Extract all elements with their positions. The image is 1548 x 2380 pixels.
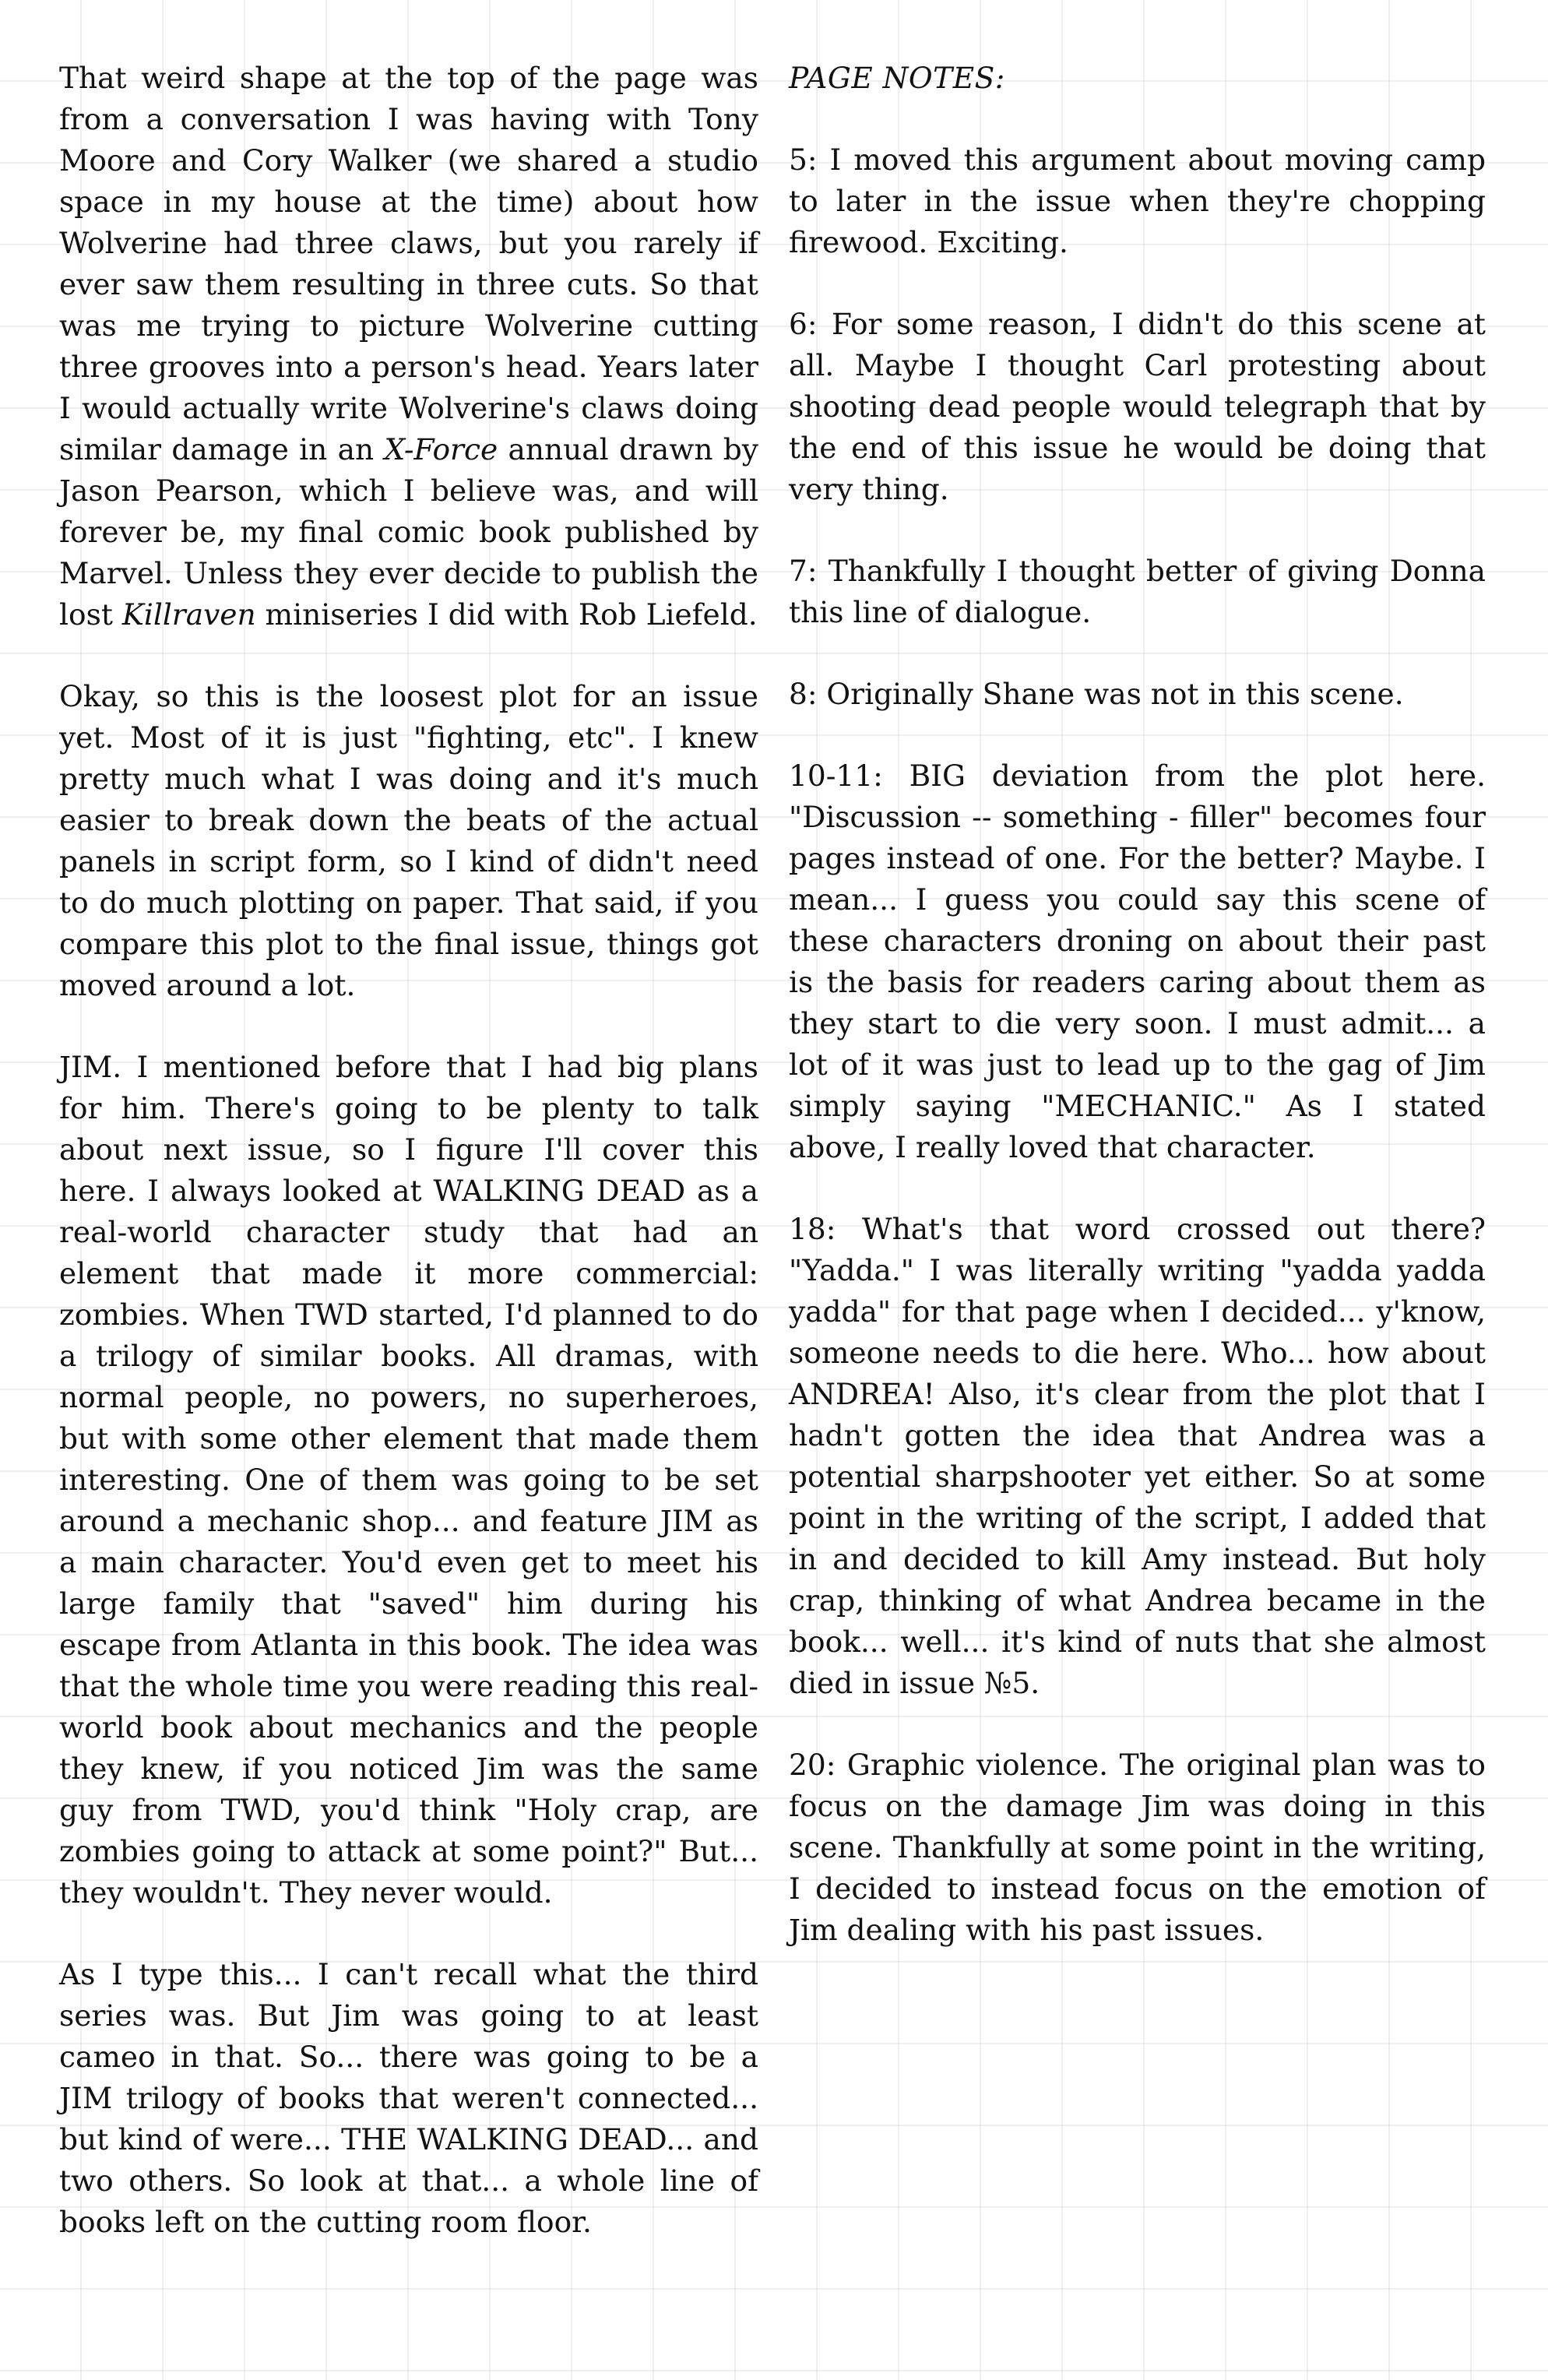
note-page-18: 18: What's that word crossed out there? "Yadda." I was literally writing "yadda yadda yadda" for that page when I decided... y'know, someone needs to die here. Who... how about ANDREA! Also, it's clear from the plot that I hadn't gotten the idea that Andrea was a potential sharpshooter yet either. So at some point in the writing of the script, I added that in and decided to kill Amy instead. But holy crap, thinking of what Andrea became in the book... well... it's kind of nuts that she almost died in issue №5.: [789, 1212, 1486, 1700]
text-run: That weird shape at the top of the page was from a conversation I was having with Tony Moore and Cory Walker (we shared a studio space in my house at the time) about how Wolverine had three claws, but you rarely if ever saw them resulting in three cuts. So that was me trying to picture Wolverine cutting three grooves into a person's head. Years later I would actually write Wolverine's claws doing similar damage in an: [59, 61, 758, 466]
note-page-5: 5: I moved this argument about moving camp to later in the issue when they're chopping firewood. Exciting.: [789, 143, 1486, 259]
paragraph-loosest-plot: Okay, so this is the loosest plot for an issue yet. Most of it is just "fighting, etc". I knew pretty much what I was doing and it's much easier to break down the beats of the actual panels in script form, so I kind of didn't need to do much plotting on paper. That said, if you compare this plot to the final issue, things got moved around a lot.: [59, 679, 758, 1002]
left-column: [59, 58, 758, 2283]
text-run: annual drawn by Jason Pearson, which I believe was, and will forever be, my final comic book published by Marvel. Unless they ever decide to publish the lost: [59, 432, 758, 632]
note-page-7: 7: Thankfully I thought better of giving Donna this line of dialogue.: [789, 554, 1486, 629]
note-page-20: 20: Graphic violence. The original plan was to focus on the damage Jim was doing in this scene. Thankfully at some point in the writing, I decided to instead focus on the emotion of Jim dealing with his past issues.: [789, 1748, 1486, 1947]
text-run: miniseries I did with Rob Liefeld.: [255, 597, 758, 632]
note-page-10-11: 10-11: BIG deviation from the plot here. "Discussion -- something - filler" becomes four pages instead of one. For the better? Maybe. I mean... I guess you could say this scene of these characters droning on about their past is the basis for readers caring about them as they start to die very soon. I must admit... a lot of it was just to lead up to the gag of Jim simply saying "MECHANIC." As I stated above, I really loved that character.: [789, 759, 1486, 1164]
note-page-6: 6: For some reason, I didn't do this scene at all. Maybe I thought Carl protesting about shooting dead people would telegraph that by the end of this issue he would be doing that very thing.: [789, 307, 1486, 506]
note-page-8: 8: Originally Shane was not in this scene.: [789, 677, 1404, 711]
page-notes-heading: PAGE NOTES:: [789, 61, 1005, 95]
paragraph-jim: JIM. I mentioned before that I had big plans for him. There's going to be plenty to talk about next issue, so I figure I'll cover this here. I always looked at WALKING DEAD as a real-world character study that had an element that made it more commercial: zombies. When TWD started, I'd planned to do a trilogy of similar books. All dramas, with normal people, no powers, no superheroes, but with some other element that made them interesting. One of them was going to be set around a mechanic shop... and feature JIM as a main character. You'd even get to meet his large family that "saved" him during his escape from Atlanta in this book. The idea was that the whole time you were reading this real-world book about mechanics and the people they knew, if you noticed Jim was the same guy from TWD, you'd think "Holy crap, are zombies going to attack at some point?" But... they wouldn't. They never would.: [59, 1050, 758, 1910]
paragraph-third-series: As I type this... I can't recall what the third series was. But Jim was going to at least cameo in that. So... there was going to be a JIM trilogy of books that weren't connected... but kind of were... THE WALKING DEAD... and two others. So look at that... a whole line of books left on the cutting room floor.: [59, 1957, 758, 2239]
paragraph-wolverine-claws: [59, 58, 758, 635]
title-killraven: Killraven: [121, 597, 256, 632]
right-column: [789, 58, 1486, 1991]
title-x-force: X-Force: [384, 432, 498, 466]
